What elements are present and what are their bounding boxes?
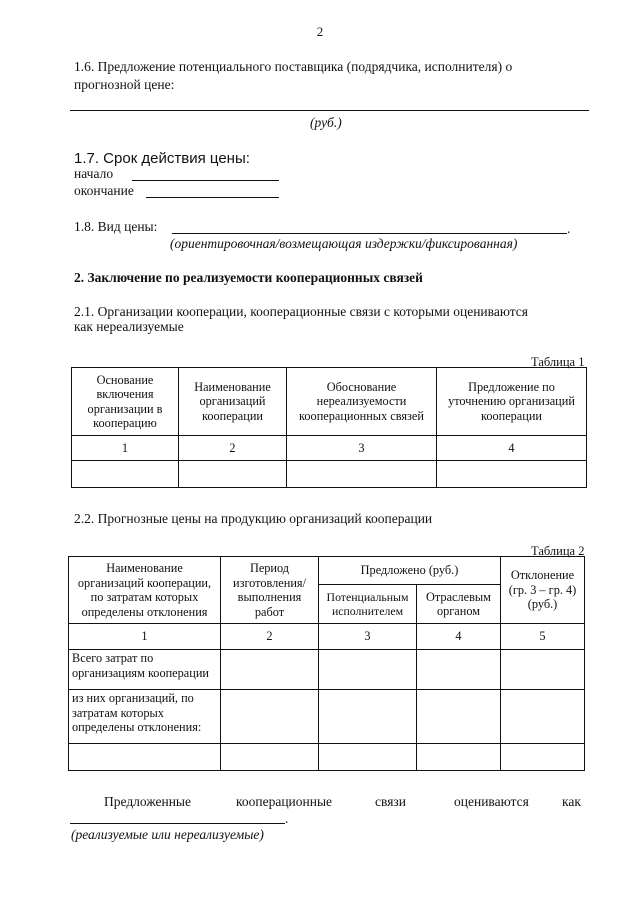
t2-col-number-2: 2 — [221, 624, 319, 650]
price-offer-line — [70, 110, 589, 111]
t1-empty-cell — [179, 461, 287, 488]
t1-col-number-2: 2 — [179, 436, 287, 461]
price-type-caption: (ориентировочная/возмещающая издержки/фиксированная) — [170, 236, 518, 251]
t1-empty-cell — [287, 461, 437, 488]
final-word-1: Предложенные — [104, 794, 191, 809]
t2-empty-cell — [319, 690, 417, 744]
t2-empty-cell — [221, 650, 319, 690]
t2-header-name: Наименование организаций кооперации, по затратам которых определены отклонения — [69, 557, 221, 624]
t1-header-1: Основание включения организации в кооперацию — [72, 368, 179, 436]
t2-empty-cell — [417, 744, 501, 771]
table1-caption: Таблица 1 — [531, 355, 585, 369]
t2-header-potential: Потенциальным исполнителем — [319, 585, 417, 624]
final-word-4: оцениваются — [454, 794, 529, 809]
start-line — [132, 180, 279, 181]
t1-empty-cell — [437, 461, 587, 488]
t2-header-industry: Отраслевым органом — [417, 585, 501, 624]
page-number: 2 — [316, 24, 324, 39]
table-row — [69, 650, 585, 690]
section-2-1-line2: как нереализуемые — [74, 319, 184, 334]
t2-row-total-label: Всего затрат по организациям кооперации — [69, 650, 221, 690]
t2-empty-cell — [417, 650, 501, 690]
t2-empty-cell — [501, 744, 585, 771]
section-1-6-line1: 1.6. Предложение потенциального поставщика (подрядчика, исполнителя) о — [74, 59, 513, 74]
t1-col-number-3: 3 — [287, 436, 437, 461]
table2-caption: Таблица 2 — [531, 544, 585, 558]
t2-col-number-5: 5 — [501, 624, 585, 650]
t1-empty-cell — [72, 461, 179, 488]
t2-col-number-4: 4 — [417, 624, 501, 650]
t2-header-period: Период изготовления/ выполнения работ — [221, 557, 319, 624]
t2-empty-cell — [319, 744, 417, 771]
table-1 — [71, 367, 587, 488]
t2-header-offered: Предложено (руб.) — [319, 557, 501, 585]
final-word-3: связи — [375, 794, 406, 809]
t2-col-number-3: 3 — [319, 624, 417, 650]
section-1-7-title: 1.7. Срок действия цены: — [74, 150, 250, 167]
t1-header-3: Обоснование нереализуемости кооперационных связей — [287, 368, 437, 436]
t1-header-2: Наименование организаций кооперации — [179, 368, 287, 436]
t2-empty-cell — [221, 744, 319, 771]
conclusion-line — [70, 823, 285, 824]
price-type-line — [172, 233, 567, 234]
section-1-8-label: 1.8. Вид цены: — [74, 219, 158, 234]
section-1-6-line2: прогнозной цене: — [74, 77, 175, 92]
t1-header-4: Предложение по уточнению организаций кооперации — [437, 368, 587, 436]
t2-empty-cell — [417, 690, 501, 744]
t2-empty-cell — [501, 690, 585, 744]
table-2 — [68, 556, 585, 771]
price-type-dot: . — [567, 221, 571, 236]
t2-col-number-1: 1 — [69, 624, 221, 650]
table-row — [69, 744, 585, 771]
conclusion-dot: . — [285, 811, 289, 826]
t2-empty-cell — [221, 690, 319, 744]
price-offer-caption: (руб.) — [310, 115, 342, 130]
t1-col-number-1: 1 — [72, 436, 179, 461]
start-label: начало — [74, 166, 114, 181]
final-word-5: как — [562, 794, 581, 809]
t1-col-number-4: 4 — [437, 436, 587, 461]
section-2-1-line1: 2.1. Организации кооперации, кооперационные связи с которыми оцениваются — [74, 304, 529, 319]
conclusion-caption: (реализуемые или нереализуемые) — [71, 827, 264, 842]
end-line — [146, 197, 279, 198]
t2-empty-cell — [501, 650, 585, 690]
t2-row-of-which-label: из них организаций, по затратам которых определены отклонения: — [69, 690, 221, 744]
section-2-heading: 2. Заключение по реализуемости кооперационных связей — [74, 270, 423, 285]
section-2-2: 2.2. Прогнозные цены на продукцию организаций кооперации — [74, 511, 433, 526]
end-label: окончание — [74, 183, 134, 198]
t2-empty-cell — [69, 744, 221, 771]
t2-header-deviation: Отклонение (гр. 3 – гр. 4) (руб.) — [501, 557, 585, 624]
table-row — [72, 461, 587, 488]
final-word-2: кооперационные — [236, 794, 333, 809]
t2-empty-cell — [319, 650, 417, 690]
table-row — [69, 690, 585, 744]
